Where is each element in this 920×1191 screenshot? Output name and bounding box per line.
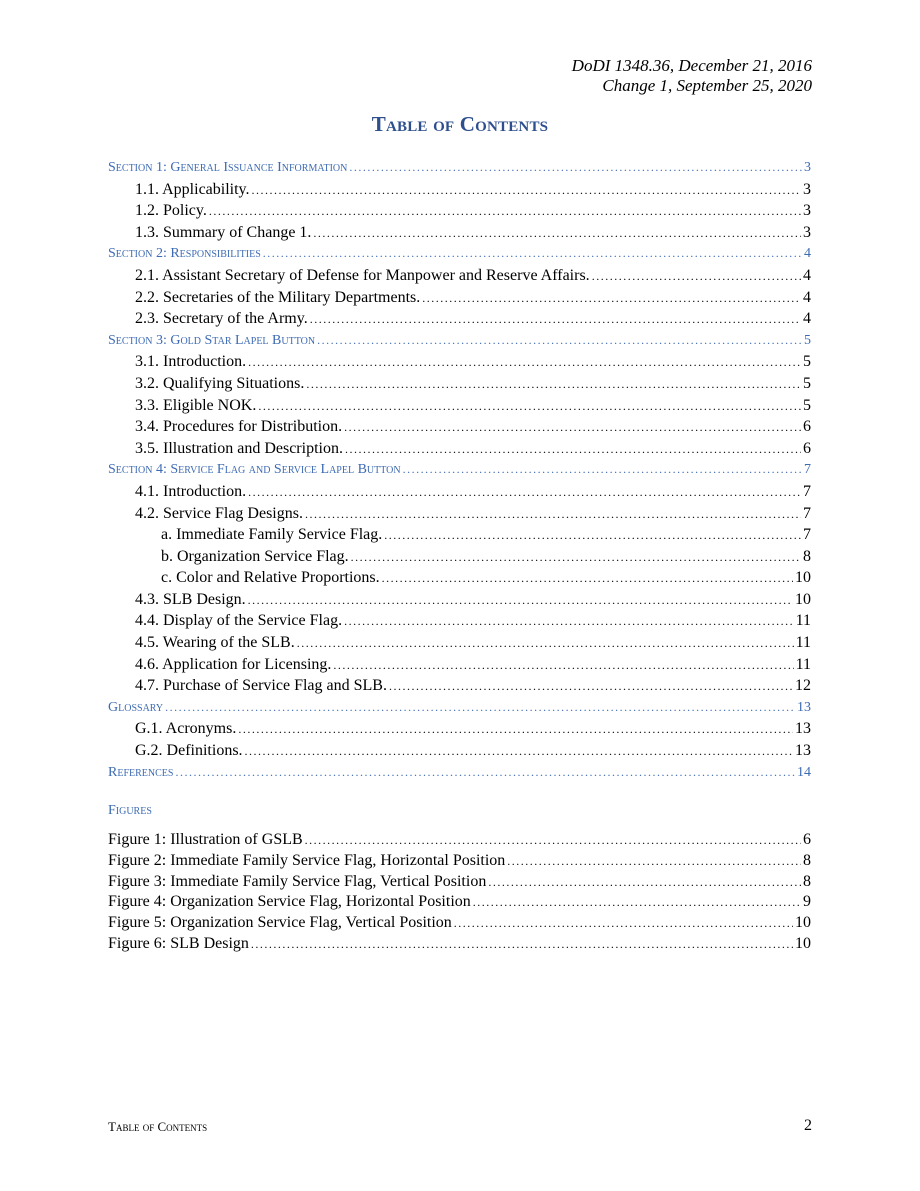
entry-page-number: 13 bbox=[795, 742, 811, 760]
footer-page-number: 2 bbox=[804, 1117, 812, 1134]
toc-entry[interactable] bbox=[108, 416, 811, 438]
figures-heading: Figures bbox=[108, 803, 152, 818]
entry-page-number: 6 bbox=[803, 831, 811, 848]
entry-page-number: 11 bbox=[795, 655, 811, 673]
entry-title: G.2. Definitions. bbox=[135, 742, 243, 760]
toc-entry[interactable] bbox=[108, 718, 811, 740]
dot-leader bbox=[209, 201, 801, 223]
dot-leader bbox=[333, 655, 793, 677]
entry-page-number: 8 bbox=[803, 547, 811, 565]
entry-title: Glossary bbox=[108, 699, 164, 715]
document-header bbox=[572, 56, 812, 96]
dot-leader bbox=[317, 330, 802, 352]
entry-page-number: 3 bbox=[803, 223, 811, 241]
dot-leader bbox=[351, 547, 801, 569]
entry-title: 4.2. Service Flag Designs. bbox=[135, 504, 303, 522]
entry-page-number: 8 bbox=[803, 851, 811, 869]
dot-leader bbox=[382, 568, 793, 590]
entry-page-number: 3 bbox=[804, 160, 811, 175]
dot-leader bbox=[175, 762, 795, 784]
entry-title: Section 4: Service Flag and Service Lapel Button bbox=[108, 462, 401, 478]
dot-leader bbox=[507, 851, 801, 872]
dot-leader bbox=[248, 482, 801, 504]
dot-leader bbox=[389, 676, 793, 698]
entry-title: 4.7. Purchase of Service Flag and SLB. bbox=[135, 677, 387, 695]
footer-label: Table of Contents bbox=[108, 1119, 208, 1134]
entry-page-number: 9 bbox=[803, 893, 811, 911]
dot-leader bbox=[345, 439, 801, 461]
toc-entry[interactable] bbox=[108, 503, 811, 525]
entry-title: 2.2. Secretaries of the Military Departments. bbox=[135, 288, 421, 306]
dot-leader bbox=[248, 352, 801, 374]
dot-leader bbox=[258, 396, 801, 418]
dot-leader bbox=[384, 525, 801, 547]
entry-title: 4.3. SLB Design. bbox=[135, 590, 246, 608]
entry-title: Figure 5: Organization Service Flag, Vertical Position bbox=[108, 914, 452, 932]
entry-page-number: 10 bbox=[795, 934, 811, 952]
entry-page-number: 4 bbox=[803, 266, 811, 284]
dot-leader bbox=[252, 180, 801, 202]
dot-leader bbox=[592, 266, 801, 288]
entry-page-number: 3 bbox=[803, 180, 811, 198]
entry-title: Figure 3: Immediate Family Service Flag, Vertical Position bbox=[108, 872, 487, 890]
toc-entry[interactable] bbox=[108, 481, 811, 503]
entry-page-number: 5 bbox=[803, 396, 811, 414]
entry-title: 3.4. Procedures for Distribution. bbox=[135, 418, 343, 436]
dot-leader bbox=[422, 288, 801, 310]
entry-page-number: 14 bbox=[797, 764, 811, 780]
toc-entry[interactable] bbox=[108, 675, 811, 697]
toc-entry[interactable] bbox=[108, 546, 811, 568]
dot-leader bbox=[165, 697, 795, 719]
toc-entry[interactable] bbox=[108, 179, 811, 201]
dot-leader bbox=[403, 459, 802, 481]
entry-page-number: 13 bbox=[797, 699, 811, 715]
entry-title: References bbox=[108, 764, 174, 780]
toc-entry[interactable] bbox=[108, 351, 811, 373]
entry-page-number: 13 bbox=[795, 720, 811, 738]
entry-page-number: 4 bbox=[804, 246, 811, 262]
table-of-contents bbox=[108, 157, 811, 783]
entry-title: Section 2: Responsibilities bbox=[108, 246, 261, 262]
entry-page-number: 10 bbox=[795, 569, 811, 587]
entry-title: 3.3. Eligible NOK. bbox=[135, 396, 257, 414]
entry-title: G.1. Acronyms. bbox=[135, 720, 237, 738]
header-issuance: DoDI 1348.36, December 21, 2016 bbox=[571, 56, 812, 75]
entry-page-number: 10 bbox=[795, 590, 811, 608]
toc-entry[interactable] bbox=[108, 330, 811, 352]
entry-page-number: 8 bbox=[803, 872, 811, 890]
entry-title: c. Color and Relative Proportions. bbox=[161, 569, 380, 587]
entry-title: Figure 2: Immediate Family Service Flag, Horizontal Position bbox=[108, 851, 506, 869]
figure-entry[interactable] bbox=[108, 830, 811, 851]
toc-entry[interactable] bbox=[108, 287, 811, 309]
entry-title: 2.3. Secretary of the Army. bbox=[135, 310, 308, 328]
header-change: Change 1, September 25, 2020 bbox=[602, 76, 812, 95]
entry-page-number: 6 bbox=[803, 439, 811, 457]
entry-page-number: 5 bbox=[804, 332, 811, 348]
entry-title: Section 3: Gold Star Lapel Button bbox=[108, 332, 316, 348]
dot-leader bbox=[344, 611, 794, 633]
entry-title: a. Immediate Family Service Flag. bbox=[161, 526, 383, 544]
toc-entry[interactable] bbox=[108, 222, 811, 244]
toc-entry[interactable] bbox=[108, 438, 811, 460]
dot-leader bbox=[297, 633, 794, 655]
toc-entry[interactable] bbox=[108, 632, 811, 654]
toc-entry[interactable] bbox=[108, 697, 811, 719]
dot-leader bbox=[263, 243, 802, 265]
toc-entry[interactable] bbox=[108, 589, 811, 611]
dot-leader bbox=[454, 913, 793, 934]
entry-page-number: 12 bbox=[795, 677, 811, 695]
toc-entry[interactable] bbox=[108, 243, 811, 265]
entry-title: Figure 1: Illustration of GSLB bbox=[108, 831, 303, 848]
page-title: Table of Contents bbox=[371, 112, 549, 136]
toc-entry[interactable] bbox=[108, 740, 811, 762]
entry-page-number: 11 bbox=[795, 612, 811, 630]
toc-entry[interactable] bbox=[108, 157, 811, 179]
entry-page-number: 11 bbox=[795, 634, 811, 652]
entry-title: 1.1. Applicability. bbox=[135, 180, 250, 198]
list-of-figures bbox=[108, 830, 811, 955]
entry-page-number: 4 bbox=[803, 310, 811, 328]
entry-page-number: 7 bbox=[803, 526, 811, 544]
figure-entry[interactable] bbox=[108, 934, 811, 955]
entry-title: Section 1: General Issuance Information bbox=[108, 160, 348, 175]
entry-title: 3.1. Introduction. bbox=[135, 353, 247, 371]
entry-title: 1.3. Summary of Change 1. bbox=[135, 223, 312, 241]
dot-leader bbox=[344, 417, 801, 439]
dot-leader bbox=[310, 309, 801, 331]
entry-title: 1.2. Policy. bbox=[135, 202, 207, 220]
dot-leader bbox=[251, 934, 793, 955]
toc-entry[interactable] bbox=[108, 459, 811, 481]
entry-page-number: 7 bbox=[803, 482, 811, 500]
entry-page-number: 4 bbox=[803, 288, 811, 306]
entry-title: Figure 6: SLB Design bbox=[108, 934, 249, 952]
entry-page-number: 5 bbox=[803, 353, 811, 371]
entry-page-number: 6 bbox=[803, 418, 811, 436]
entry-title: b. Organization Service Flag. bbox=[161, 547, 349, 565]
figure-entry[interactable] bbox=[108, 892, 811, 913]
toc-entry[interactable] bbox=[108, 308, 811, 330]
entry-title: 4.1. Introduction. bbox=[135, 482, 247, 500]
entry-title: Figure 4: Organization Service Flag, Horizontal Position bbox=[108, 893, 471, 911]
entry-title: 3.5. Illustration and Description. bbox=[135, 439, 343, 457]
entry-page-number: 10 bbox=[795, 914, 811, 932]
dot-leader bbox=[305, 504, 801, 526]
entry-title: 4.6. Application for Licensing. bbox=[135, 655, 332, 673]
entry-page-number: 5 bbox=[803, 374, 811, 392]
entry-page-number: 7 bbox=[803, 504, 811, 522]
entry-title: 4.5. Wearing of the SLB. bbox=[135, 634, 295, 652]
dot-leader bbox=[238, 719, 793, 741]
dot-leader bbox=[473, 892, 801, 913]
figure-entry[interactable] bbox=[108, 872, 811, 893]
toc-entry[interactable] bbox=[108, 524, 811, 546]
entry-page-number: 3 bbox=[803, 202, 811, 220]
toc-entry[interactable] bbox=[108, 373, 811, 395]
dot-leader bbox=[245, 741, 793, 763]
entry-title: 3.2. Qualifying Situations. bbox=[135, 374, 305, 392]
toc-entry[interactable] bbox=[108, 395, 811, 417]
entry-title: 2.1. Assistant Secretary of Defense for Manpower and Reserve Affairs. bbox=[135, 266, 590, 284]
dot-leader bbox=[305, 830, 801, 851]
entry-title: 4.4. Display of the Service Flag. bbox=[135, 612, 343, 630]
toc-entry[interactable] bbox=[108, 567, 811, 589]
toc-entry[interactable] bbox=[108, 200, 811, 222]
dot-leader bbox=[306, 374, 801, 396]
dot-leader bbox=[349, 157, 802, 179]
entry-page-number: 7 bbox=[804, 462, 811, 478]
toc-entry[interactable] bbox=[108, 654, 811, 676]
toc-entry[interactable] bbox=[108, 610, 811, 632]
toc-entry[interactable] bbox=[108, 265, 811, 287]
figure-entry[interactable] bbox=[108, 851, 811, 872]
toc-entry[interactable] bbox=[108, 762, 811, 784]
figure-entry[interactable] bbox=[108, 913, 811, 934]
dot-leader bbox=[313, 223, 801, 245]
dot-leader bbox=[248, 590, 793, 612]
dot-leader bbox=[488, 872, 801, 893]
